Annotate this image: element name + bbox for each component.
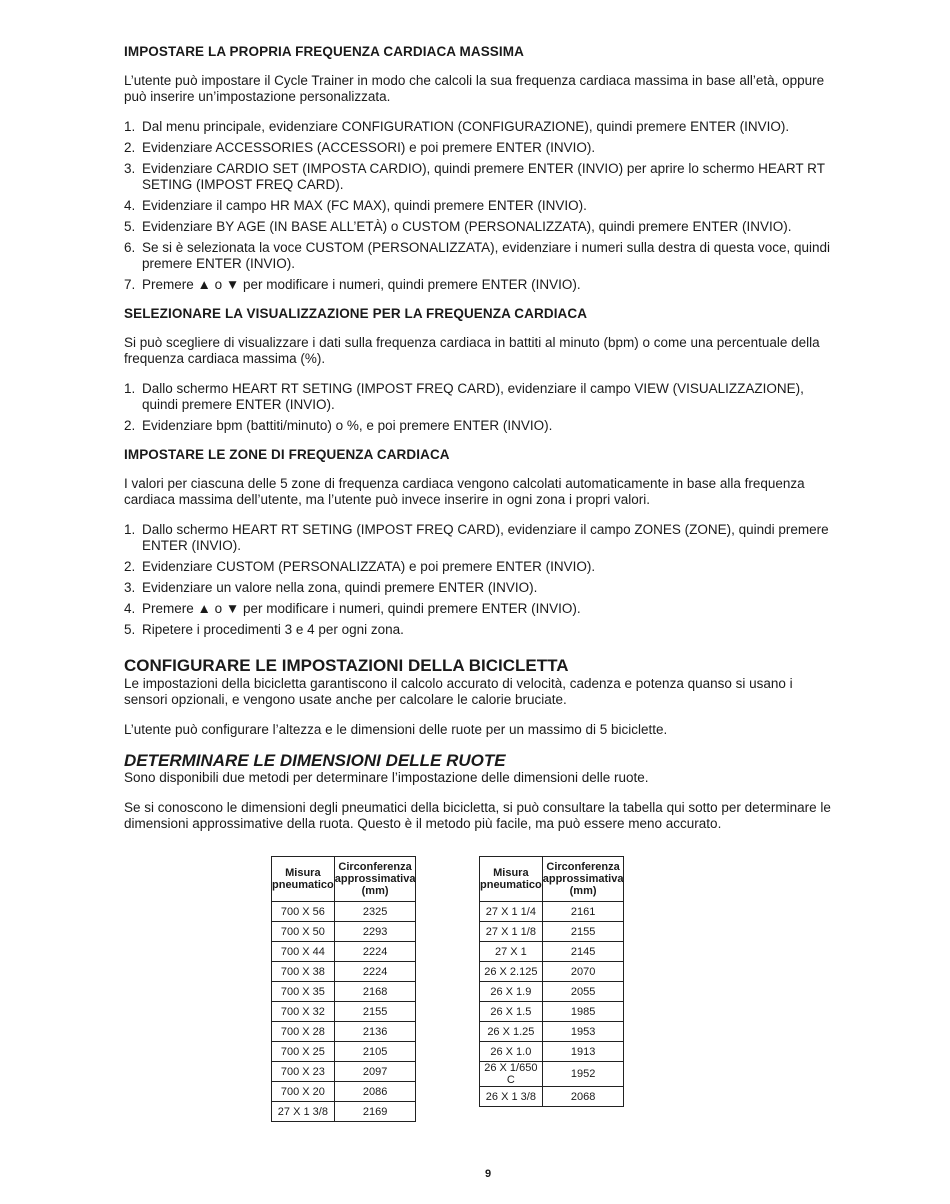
- step-number: 2.: [124, 559, 136, 574]
- cell-tire-size: 700 X 28: [272, 1022, 335, 1042]
- cell-circumference: 2105: [334, 1042, 416, 1062]
- list-step: [124, 277, 834, 293]
- paragraph-wheel-2: Se si conoscono le dimensioni degli pneumatici della bicicletta, si può consultare la tabella qui sotto per determinare le dimensioni approssimative della ruota. Questo è il metodo più facile, ma può essere meno accurato.: [124, 800, 831, 831]
- cell-tire-size: 700 X 50: [272, 922, 335, 942]
- table-row: [480, 1022, 624, 1042]
- cell-circumference: 2068: [542, 1087, 624, 1107]
- steps-view: [124, 381, 834, 434]
- table-row: [272, 1042, 416, 1062]
- step-number: 2.: [124, 418, 136, 433]
- cell-circumference: 2161: [542, 902, 624, 922]
- step-number: 7.: [124, 277, 136, 292]
- step-text: Ripetere i procedimenti 3 e 4 per ogni zona.: [142, 622, 404, 637]
- table-row: [272, 1062, 416, 1082]
- steps-zones: [124, 522, 834, 638]
- cell-circumference: 2086: [334, 1082, 416, 1102]
- list-step: [124, 580, 834, 596]
- cell-tire-size: 26 X 1.0: [480, 1042, 543, 1062]
- page-number: 9: [484, 1168, 492, 1180]
- cell-tire-size: 26 X 1/650 C: [480, 1062, 543, 1087]
- step-number: 1.: [124, 522, 136, 537]
- table-row: [480, 902, 624, 922]
- section-title-zones: IMPOSTARE LE ZONE DI FREQUENZA CARDIACA: [124, 447, 450, 462]
- step-number: 5.: [124, 219, 136, 234]
- step-number: 1.: [124, 119, 136, 134]
- paragraph-wheel-1: Sono disponibili due metodi per determinare l’impostazione delle dimensioni delle ruote.: [124, 770, 649, 785]
- cell-circumference: 2325: [334, 902, 416, 922]
- cell-circumference: 1952: [542, 1062, 624, 1087]
- list-step: [124, 119, 834, 135]
- step-text: Evidenziare CARDIO SET (IMPOSTA CARDIO), quindi premere ENTER (INVIO) per aprire lo schermo HEART RT SETING (IMPOST FREQ CARD).: [142, 161, 825, 192]
- table-row: [480, 982, 624, 1002]
- step-text: Premere ▲ o ▼ per modificare i numeri, quindi premere ENTER (INVIO).: [142, 601, 581, 616]
- cell-tire-size: 27 X 1 1/8: [480, 922, 543, 942]
- list-step: [124, 140, 834, 156]
- cell-circumference: 1913: [542, 1042, 624, 1062]
- table-row: [480, 962, 624, 982]
- cell-circumference: 2070: [542, 962, 624, 982]
- cell-tire-size: 700 X 56: [272, 902, 335, 922]
- header-circumference: Circonferenza approssimativa (mm): [334, 857, 416, 902]
- table-row: [480, 1002, 624, 1022]
- step-number: 6.: [124, 240, 136, 255]
- table-row: [272, 942, 416, 962]
- cell-tire-size: 700 X 25: [272, 1042, 335, 1062]
- table-row: [272, 922, 416, 942]
- list-step: [124, 522, 834, 554]
- cell-tire-size: 700 X 32: [272, 1002, 335, 1022]
- step-text: Evidenziare un valore nella zona, quindi premere ENTER (INVIO).: [142, 580, 538, 595]
- cell-circumference: 2136: [334, 1022, 416, 1042]
- list-step: [124, 198, 834, 214]
- table-row: [272, 962, 416, 982]
- paragraph-max-hr-intro: L’utente può impostare il Cycle Trainer in modo che calcoli la sua frequenza cardiaca massima in base all’età, oppure può inserire un’impostazione personalizzata.: [124, 73, 825, 104]
- step-number: 4.: [124, 601, 136, 616]
- step-text: Evidenziare BY AGE (IN BASE ALL’ETÀ) o CUSTOM (PERSONALIZZATA), quindi premere ENTER (INVIO).: [142, 219, 792, 234]
- list-step: [124, 240, 834, 272]
- section-title-wheel: DETERMINARE LE DIMENSIONI DELLE RUOTE: [124, 751, 506, 770]
- header-tire-size: Misura pneumatico: [480, 857, 543, 902]
- step-number: 3.: [124, 161, 136, 176]
- step-text: Dallo schermo HEART RT SETING (IMPOST FREQ CARD), evidenziare il campo VIEW (VISUALIZZAZIONE), quindi premere ENTER (INVIO).: [142, 381, 804, 412]
- cell-circumference: 2169: [334, 1102, 416, 1122]
- table-row: [272, 1102, 416, 1122]
- cell-circumference: 2224: [334, 962, 416, 982]
- cell-circumference: 2097: [334, 1062, 416, 1082]
- paragraph-zones-intro: I valori per ciascuna delle 5 zone di frequenza cardiaca vengono calcolati automaticamente in base alla frequenza cardiaca massima dell’utente, ma l’utente può invece inserire in ogni zona i propri valori.: [124, 476, 805, 507]
- step-number: 2.: [124, 140, 136, 155]
- document-body: [124, 44, 834, 846]
- table-row: [272, 1022, 416, 1042]
- cell-circumference: 2055: [542, 982, 624, 1002]
- tire-table-right: [479, 856, 624, 1107]
- list-step: [124, 601, 834, 617]
- step-number: 3.: [124, 580, 136, 595]
- section-title-view: SELEZIONARE LA VISUALIZZAZIONE PER LA FREQUENZA CARDIACA: [124, 306, 588, 321]
- table-row: [480, 1062, 624, 1087]
- step-text: Evidenziare bpm (battiti/minuto) o %, e poi premere ENTER (INVIO).: [142, 418, 553, 433]
- step-number: 5.: [124, 622, 136, 637]
- list-step: [124, 161, 834, 193]
- table-row: [272, 1002, 416, 1022]
- cell-tire-size: 26 X 1.5: [480, 1002, 543, 1022]
- list-step: [124, 622, 834, 638]
- cell-circumference: 2168: [334, 982, 416, 1002]
- cell-circumference: 1985: [542, 1002, 624, 1022]
- step-text: Premere ▲ o ▼ per modificare i numeri, quindi premere ENTER (INVIO).: [142, 277, 581, 292]
- cell-tire-size: 700 X 44: [272, 942, 335, 962]
- step-number: 4.: [124, 198, 136, 213]
- cell-tire-size: 26 X 2.125: [480, 962, 543, 982]
- step-text: Evidenziare CUSTOM (PERSONALIZZATA) e poi premere ENTER (INVIO).: [142, 559, 596, 574]
- cell-tire-size: 26 X 1.25: [480, 1022, 543, 1042]
- cell-tire-size: 700 X 20: [272, 1082, 335, 1102]
- cell-circumference: 2155: [542, 922, 624, 942]
- tire-table-left: [271, 856, 416, 1122]
- table-row: [272, 982, 416, 1002]
- cell-circumference: 2224: [334, 942, 416, 962]
- cell-tire-size: 27 X 1 3/8: [272, 1102, 335, 1122]
- step-text: Dal menu principale, evidenziare CONFIGURATION (CONFIGURAZIONE), quindi premere ENTER (INVIO).: [142, 119, 790, 134]
- cell-tire-size: 700 X 38: [272, 962, 335, 982]
- list-step: [124, 381, 834, 413]
- table-row: [480, 1042, 624, 1062]
- step-number: 1.: [124, 381, 136, 396]
- step-text: Se si è selezionata la voce CUSTOM (PERSONALIZZATA), evidenziare i numeri sulla destra di questa voce, quindi premere ENTER (INVIO).: [142, 240, 831, 271]
- cell-tire-size: 27 X 1 1/4: [480, 902, 543, 922]
- cell-circumference: 2293: [334, 922, 416, 942]
- cell-tire-size: 27 X 1: [480, 942, 543, 962]
- cell-tire-size: 700 X 35: [272, 982, 335, 1002]
- paragraph-bike-1: Le impostazioni della bicicletta garantiscono il calcolo accurato di velocità, cadenza e potenza quanso si usano i sensori opzionali, e vengono usate anche per calcolare le calorie bruciate.: [124, 676, 793, 707]
- cell-circumference: 2145: [542, 942, 624, 962]
- cell-tire-size: 700 X 23: [272, 1062, 335, 1082]
- header-tire-size: Misura pneumatico: [272, 857, 335, 902]
- step-text: Dallo schermo HEART RT SETING (IMPOST FREQ CARD), evidenziare il campo ZONES (ZONE), quindi premere ENTER (INVIO).: [142, 522, 829, 553]
- table-row: [480, 922, 624, 942]
- cell-circumference: 1953: [542, 1022, 624, 1042]
- table-row: [480, 942, 624, 962]
- list-step: [124, 219, 834, 235]
- section-title-bike: CONFIGURARE LE IMPOSTAZIONI DELLA BICICLETTA: [124, 656, 569, 675]
- paragraph-view-intro: Si può scegliere di visualizzare i dati sulla frequenza cardiaca in battiti al minuto (bpm) o come una percentuale della frequenza cardiaca massima (%).: [124, 335, 820, 366]
- step-text: Evidenziare il campo HR MAX (FC MAX), quindi premere ENTER (INVIO).: [142, 198, 587, 213]
- list-step: [124, 559, 834, 575]
- table-row: [480, 1087, 624, 1107]
- header-circumference: Circonferenza approssimativa (mm): [542, 857, 624, 902]
- list-step: [124, 418, 834, 434]
- steps-max-hr: [124, 119, 834, 293]
- step-text: Evidenziare ACCESSORIES (ACCESSORI) e poi premere ENTER (INVIO).: [142, 140, 596, 155]
- cell-tire-size: 26 X 1.9: [480, 982, 543, 1002]
- cell-tire-size: 26 X 1 3/8: [480, 1087, 543, 1107]
- table-row: [272, 1082, 416, 1102]
- cell-circumference: 2155: [334, 1002, 416, 1022]
- table-row: [272, 902, 416, 922]
- paragraph-bike-2: L’utente può configurare l’altezza e le dimensioni delle ruote per un massimo di 5 biciclette.: [124, 722, 668, 737]
- section-title-max-hr: IMPOSTARE LA PROPRIA FREQUENZA CARDIACA MASSIMA: [124, 44, 524, 59]
